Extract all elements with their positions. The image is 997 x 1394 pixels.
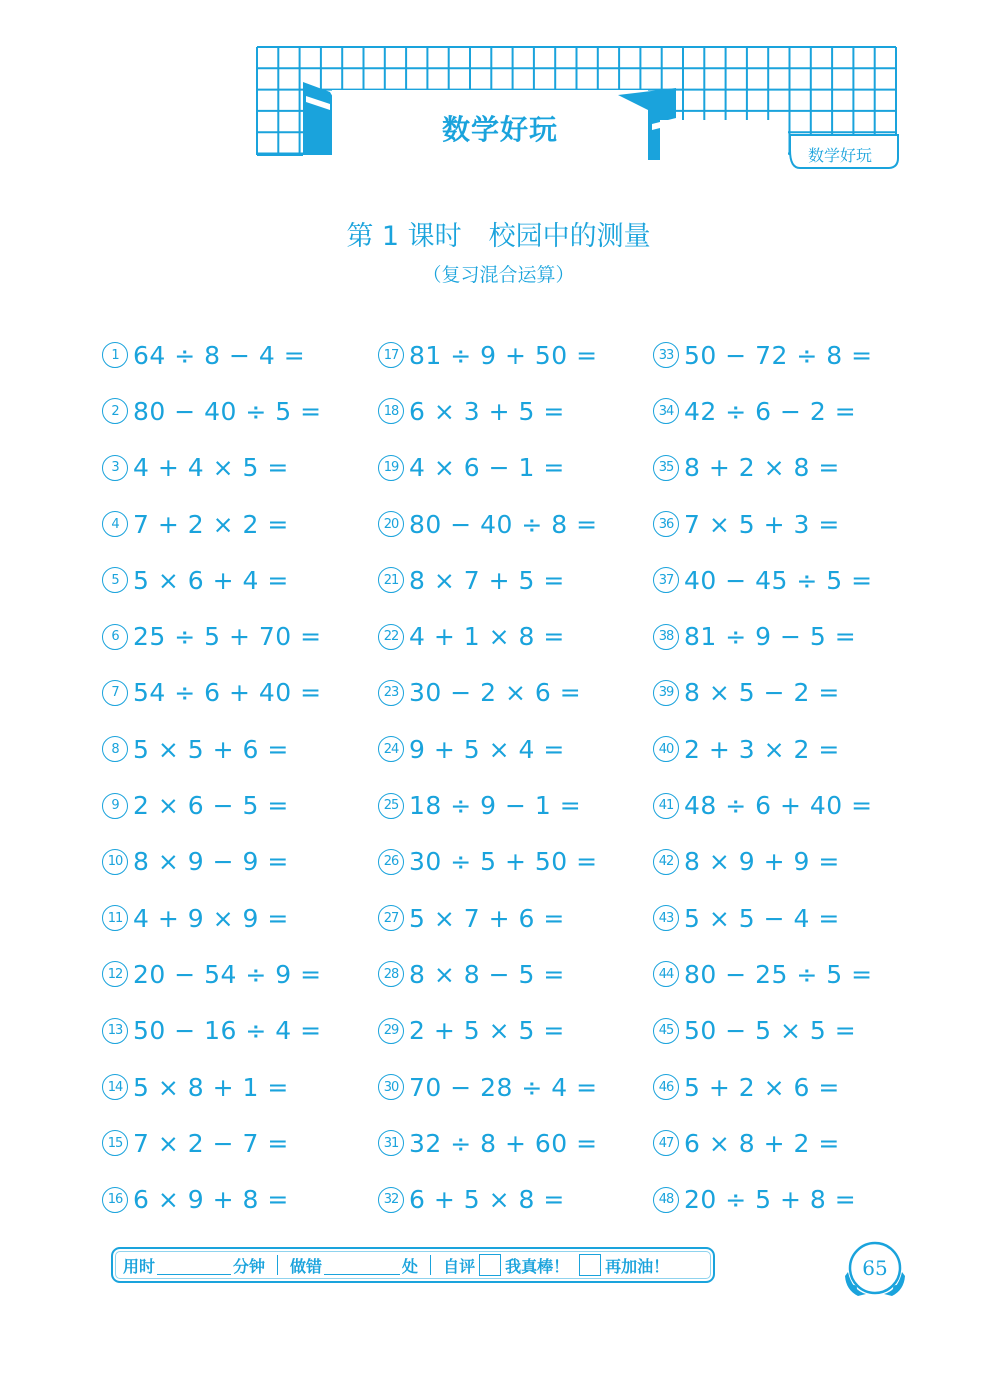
exercise-number: 37 (653, 567, 679, 593)
exercise-item (653, 608, 923, 664)
exercise-expression: 2 + 3 × 2 = (684, 734, 840, 764)
exercise-item (102, 608, 372, 664)
exercise-expression: 64 ÷ 8 − 4 = (133, 340, 306, 370)
exercise-number: 15 (102, 1130, 128, 1156)
exercise-number: 16 (102, 1187, 128, 1213)
exercise-number: 17 (378, 342, 404, 368)
exercise-expression: 6 × 8 + 2 = (684, 1128, 840, 1158)
exercise-expression: 6 + 5 × 8 = (409, 1185, 565, 1215)
exercise-expression: 42 ÷ 6 − 2 = (684, 396, 857, 426)
exercise-item (378, 665, 648, 721)
exercise-expression: 5 + 2 × 6 = (684, 1072, 840, 1102)
exercise-number: 44 (653, 961, 679, 987)
exercise-item (653, 1115, 923, 1171)
exercise-expression: 80 − 25 ÷ 5 = (684, 959, 873, 989)
exercise-expression: 25 ÷ 5 + 70 = (133, 622, 322, 652)
exercise-number: 20 (378, 511, 404, 537)
exercise-item (102, 890, 372, 946)
exercise-expression: 5 × 5 + 6 = (133, 734, 289, 764)
exercise-expression: 32 ÷ 8 + 60 = (409, 1128, 598, 1158)
exercise-item (378, 1003, 648, 1059)
exercise-expression: 50 − 16 ÷ 4 = (133, 1016, 322, 1046)
exercise-number: 41 (653, 793, 679, 819)
try-label: 再加油！ (605, 1256, 670, 1276)
exercise-number: 19 (378, 455, 404, 481)
try-checkbox[interactable] (579, 1254, 601, 1276)
exercise-number: 48 (653, 1187, 679, 1213)
exercise-item (653, 834, 923, 890)
exercise-number: 11 (102, 905, 128, 931)
exercise-item (102, 327, 372, 383)
exercise-number: 12 (102, 961, 128, 987)
exercise-expression: 81 ÷ 9 − 5 = (684, 622, 857, 652)
exercise-item (378, 1059, 648, 1115)
exercise-expression: 9 + 5 × 4 = (409, 734, 565, 764)
exercise-item (378, 496, 648, 552)
exercise-number: 13 (102, 1018, 128, 1044)
exercise-item (653, 327, 923, 383)
exercise-number: 1 (102, 342, 128, 368)
exercise-number: 9 (102, 793, 128, 819)
exercise-item (102, 946, 372, 1002)
exercise-expression: 30 − 2 × 6 = (409, 678, 582, 708)
exercise-expression: 81 ÷ 9 + 50 = (409, 340, 598, 370)
exercise-number: 5 (102, 567, 128, 593)
exercise-expression: 54 ÷ 6 + 40 = (133, 678, 322, 708)
exercise-number: 10 (102, 849, 128, 875)
exercise-expression: 50 − 72 ÷ 8 = (684, 340, 873, 370)
exercise-number: 35 (653, 455, 679, 481)
exercise-item (378, 777, 648, 833)
exercise-number: 2 (102, 398, 128, 424)
exercise-expression: 4 + 9 × 9 = (133, 903, 289, 933)
divider (430, 1255, 431, 1275)
exercise-expression: 8 × 7 + 5 = (409, 565, 565, 595)
exercise-number: 47 (653, 1130, 679, 1156)
minutes-label: 分钟 (233, 1256, 266, 1276)
exercise-item (378, 327, 648, 383)
exercise-number: 29 (378, 1018, 404, 1044)
exercise-number: 8 (102, 736, 128, 762)
exercise-expression: 6 × 9 + 8 = (133, 1185, 289, 1215)
great-label: 我真棒！ (505, 1256, 570, 1276)
exercise-expression: 5 × 6 + 4 = (133, 565, 289, 595)
exercise-item (102, 665, 372, 721)
errors-blank[interactable] (324, 1256, 400, 1275)
exercise-number: 7 (102, 680, 128, 706)
exercise-expression: 7 × 2 − 7 = (133, 1128, 289, 1158)
exercise-number: 43 (653, 905, 679, 931)
exercise-item (102, 777, 372, 833)
exercise-item (653, 721, 923, 777)
exercise-number: 21 (378, 567, 404, 593)
exercise-expression: 40 − 45 ÷ 5 = (684, 565, 873, 595)
exercise-item (653, 383, 923, 439)
exercise-expression: 80 − 40 ÷ 5 = (133, 396, 322, 426)
exercise-expression: 80 − 40 ÷ 8 = (409, 509, 598, 539)
exercise-number: 6 (102, 624, 128, 650)
great-checkbox[interactable] (479, 1254, 501, 1276)
errors-label: 做错 (290, 1256, 323, 1276)
divider (277, 1255, 278, 1275)
exercise-item (653, 1171, 923, 1227)
exercise-expression: 4 × 6 − 1 = (409, 453, 565, 483)
lesson-title: 第 1 课时 校园中的测量 (346, 221, 651, 252)
exercise-number: 26 (378, 849, 404, 875)
exercise-item (102, 1059, 372, 1115)
section-tag: 数学好玩 (807, 146, 872, 165)
exercise-item (102, 834, 372, 890)
banner-title: 数学好玩 (441, 113, 558, 146)
exercise-item (653, 552, 923, 608)
exercise-item (653, 1003, 923, 1059)
exercise-expression: 48 ÷ 6 + 40 = (684, 791, 873, 821)
exercise-item (653, 496, 923, 552)
time-blank[interactable] (157, 1256, 231, 1275)
exercise-item (378, 890, 648, 946)
exercise-expression: 2 × 6 − 5 = (133, 791, 289, 821)
exercise-number: 34 (653, 398, 679, 424)
exercise-column-1 (102, 327, 372, 1228)
page-number: 65 (862, 1256, 888, 1280)
exercise-item (102, 1115, 372, 1171)
exercise-expression: 8 × 9 + 9 = (684, 847, 840, 877)
exercise-expression: 6 × 3 + 5 = (409, 396, 565, 426)
exercise-expression: 5 × 8 + 1 = (133, 1072, 289, 1102)
exercise-number: 36 (653, 511, 679, 537)
exercise-expression: 20 − 54 ÷ 9 = (133, 959, 322, 989)
exercise-item (102, 721, 372, 777)
time-label: 用时 (123, 1256, 156, 1276)
exercise-number: 33 (653, 342, 679, 368)
exercise-number: 38 (653, 624, 679, 650)
exercise-number: 4 (102, 511, 128, 537)
exercise-number: 30 (378, 1074, 404, 1100)
exercise-item (378, 834, 648, 890)
exercise-expression: 30 ÷ 5 + 50 = (409, 847, 598, 877)
exercise-item (378, 1171, 648, 1227)
exercise-item (378, 721, 648, 777)
exercise-item (378, 608, 648, 664)
exercise-number: 27 (378, 905, 404, 931)
exercise-expression: 4 + 1 × 8 = (409, 622, 565, 652)
exercise-number: 14 (102, 1074, 128, 1100)
exercise-item (653, 890, 923, 946)
exercise-item (653, 777, 923, 833)
exercise-item (102, 383, 372, 439)
exercise-number: 25 (378, 793, 404, 819)
places-label: 处 (402, 1256, 419, 1276)
exercise-expression: 2 + 5 × 5 = (409, 1016, 565, 1046)
exercise-column-3 (653, 327, 923, 1228)
exercise-item (102, 440, 372, 496)
exercise-item (653, 946, 923, 1002)
exercise-expression: 8 + 2 × 8 = (684, 453, 840, 483)
exercise-number: 31 (378, 1130, 404, 1156)
exercise-item (378, 1115, 648, 1171)
exercise-expression: 70 − 28 ÷ 4 = (409, 1072, 598, 1102)
exercise-expression: 18 ÷ 9 − 1 = (409, 791, 582, 821)
exercise-number: 42 (653, 849, 679, 875)
exercise-expression: 50 − 5 × 5 = (684, 1016, 857, 1046)
exercise-item (653, 440, 923, 496)
exercise-column-2 (378, 327, 648, 1228)
exercise-expression: 8 × 8 − 5 = (409, 959, 565, 989)
self-eval-label: 自评 (443, 1256, 476, 1276)
exercise-expression: 8 × 5 − 2 = (684, 678, 840, 708)
self-evaluation-bar (111, 1247, 715, 1283)
exercise-expression: 7 + 2 × 2 = (133, 509, 289, 539)
exercise-expression: 7 × 5 + 3 = (684, 509, 840, 539)
exercise-number: 22 (378, 624, 404, 650)
exercise-item (102, 1171, 372, 1227)
exercise-number: 32 (378, 1187, 404, 1213)
exercise-number: 3 (102, 455, 128, 481)
exercise-expression: 5 × 5 − 4 = (684, 903, 840, 933)
exercise-item (653, 665, 923, 721)
exercise-number: 39 (653, 680, 679, 706)
exercise-item (378, 440, 648, 496)
exercise-item (378, 946, 648, 1002)
exercise-item (378, 552, 648, 608)
lesson-subtitle: （复习混合运算） (422, 264, 575, 286)
exercise-number: 40 (653, 736, 679, 762)
exercise-item (102, 1003, 372, 1059)
exercise-number: 24 (378, 736, 404, 762)
exercise-expression: 4 + 4 × 5 = (133, 453, 289, 483)
exercise-item (378, 383, 648, 439)
exercise-expression: 5 × 7 + 6 = (409, 903, 565, 933)
exercise-number: 23 (378, 680, 404, 706)
exercise-expression: 8 × 9 − 9 = (133, 847, 289, 877)
exercise-number: 18 (378, 398, 404, 424)
exercise-number: 46 (653, 1074, 679, 1100)
exercise-item (102, 552, 372, 608)
exercise-item (102, 496, 372, 552)
exercise-item (653, 1059, 923, 1115)
exercise-number: 45 (653, 1018, 679, 1044)
exercise-number: 28 (378, 961, 404, 987)
exercise-expression: 20 ÷ 5 + 8 = (684, 1185, 857, 1215)
